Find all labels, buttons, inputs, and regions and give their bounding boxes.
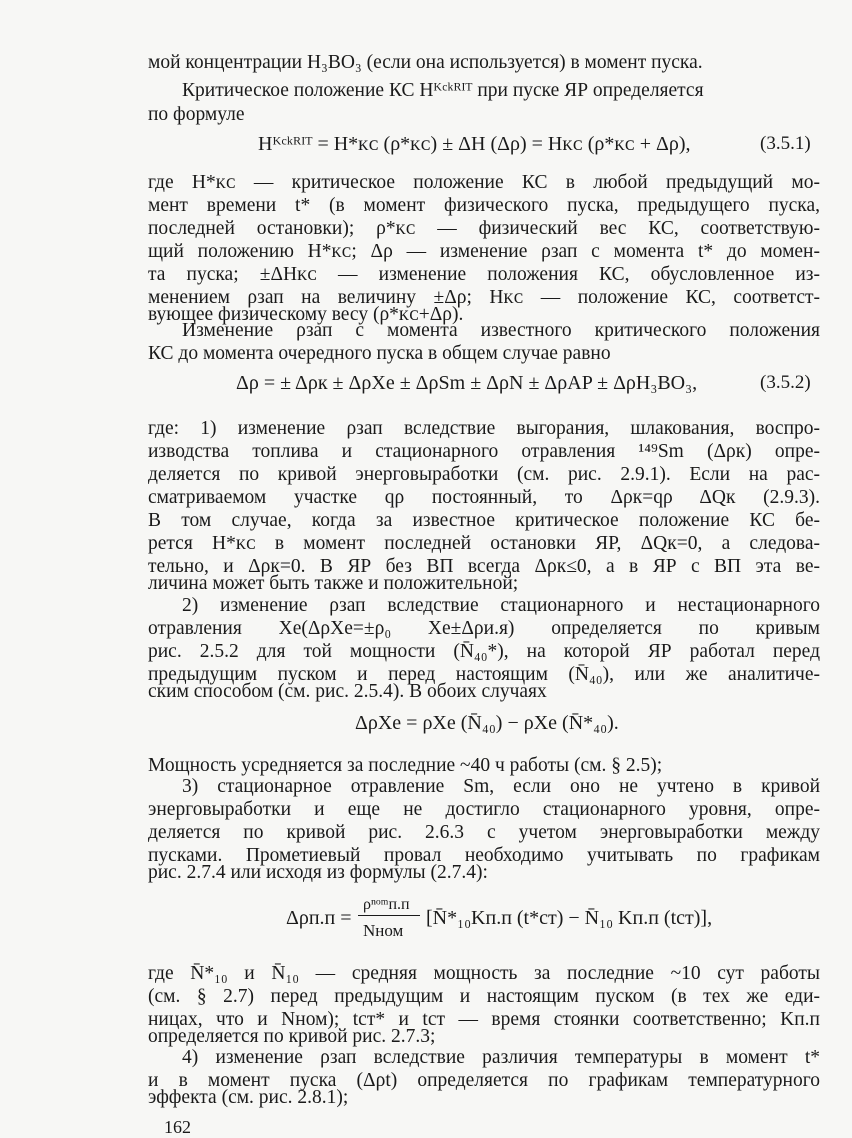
formula-pm-numerator: ρⁿᵒᵐп.п <box>363 896 410 913</box>
fraction-bar <box>358 915 420 916</box>
formula-pm-rhs: [N̄*₁₀Kп.п (t*ст) − N̄₁₀ Kп.п (tст)], <box>426 907 713 929</box>
formula-xe: ΔρXe = ρXe (N̄₄₀) − ρXe (N̄*₄₀). <box>355 712 619 734</box>
text-line: личина может быть также и положительной; <box>148 573 519 594</box>
text-line: деляется по кривой рис. 2.6.3 с учетом энерговыработки между <box>148 822 820 843</box>
text-line: КС до момента очередного пуска в общем случае равно <box>148 343 611 364</box>
formula-3-5-2: Δρ = ± Δρк ± ΔρXe ± ΔρSm ± ΔρN ± ΔρAP ± ΔρH₃BO₃, <box>236 372 698 394</box>
formula-3-5-1: Hᴷᶜᵏᴿᴵᵀ = H*ᴋᴄ (ρ*ᴋᴄ) ± ΔH (Δρ) = Hᴋᴄ (ρ*ᴋᴄ + Δρ), <box>258 133 691 155</box>
text-line: (см. § 2.7) перед предыдущим и настоящим пуском (в тех же еди- <box>148 986 820 1007</box>
text-line: определяется по кривой рис. 2.7.3; <box>148 1026 436 1047</box>
text-line: где H*ᴋᴄ — критическое положение КС в любой предыдущий мо- <box>148 172 820 193</box>
text-line: менением ρзап на величину ±Δρ; Hᴋᴄ — положение КС, соответст- <box>148 287 820 308</box>
text-line: рис. 2.7.4 или исходя из формулы (2.7.4): <box>148 862 488 883</box>
text-line: предыдущим пуском и перед настоящим (N̄₄₀), или же аналитиче- <box>148 664 820 685</box>
text-line: энерговыработки и еще не достигло стационарного уровня, опре- <box>148 799 820 820</box>
text-line: 3) стационарное отравление Sm, если оно не учтено в кривой <box>182 776 820 797</box>
text-line: мент времени t* (в момент физического пуска, предыдущего пуска, <box>148 195 820 216</box>
text-line: изводства топлива и стационарного отравления ¹⁴⁹Sm (Δρк) опре- <box>148 441 820 462</box>
text-line: щий положению H*ᴋᴄ; Δρ — изменение ρзап с момента t* до момен- <box>148 241 820 262</box>
equation-number: (3.5.2) <box>760 372 811 393</box>
text-line: рется H*ᴋᴄ в момент последней остановки ЯР, ΔQк=0, а следова- <box>148 533 820 554</box>
text-line: эффекта (см. рис. 2.8.1); <box>148 1087 349 1108</box>
equation-number: (3.5.1) <box>760 133 811 154</box>
text-line: по формуле <box>148 104 245 125</box>
text-line: вующее физическому весу (ρ*ᴋᴄ+Δρ). <box>148 304 464 325</box>
text-line: ницах, что и Nном); tст* и tст — время стоянки соответственно; Kп.п <box>148 1009 820 1030</box>
page-number: 162 <box>164 1117 191 1137</box>
formula-pm-lhs: Δρп.п = <box>286 907 352 929</box>
text-line: 2) изменение ρзап вследствие стационарного и нестационарного <box>182 595 820 616</box>
formula-pm-denominator: Nном <box>363 921 404 940</box>
text-line: ским способом (см. рис. 2.5.4). В обоих случаях <box>148 681 547 702</box>
text-line: Изменение ρзап с момента известного критического положения <box>182 320 820 341</box>
text-line: тельно, и Δρк=0. В ЯР без ВП всегда Δρк≤0, а в ЯР с ВП эта ве- <box>148 556 820 577</box>
text-line: мой концентрации H₃BO₃ (если она используется) в момент пуска. <box>148 52 703 73</box>
text-line: 4) изменение ρзап вследствие различия температуры в момент t* <box>182 1047 820 1068</box>
text-line: пусками. Прометиевый провал необходимо учитывать по графикам <box>148 845 820 866</box>
text-line: В том случае, когда за известное критическое положение КС бе- <box>148 510 820 531</box>
text-line: и в момент пуска (Δρt) определяется по графикам температурного <box>148 1070 820 1091</box>
text-line: деляется по кривой энерговыработки (см. рис. 2.9.1). Если на рас- <box>148 464 820 485</box>
text-line: где: 1) изменение ρзап вследствие выгорания, шлакования, воспро- <box>148 418 820 439</box>
text-line: Мощность усредняется за последние ~40 ч работы (см. § 2.5); <box>148 755 663 776</box>
text-line: отравления Xe(ΔρXe=±ρ₀ Xe±Δρи.я) определяется по кривым <box>148 618 820 639</box>
text-line: последней остановки); ρ*ᴋᴄ — физический вес КС, соответствую- <box>148 218 820 239</box>
text-line: Критическое положение КС Hᴷᶜᵏᴿᴵᵀ при пуске ЯР определяется <box>182 80 704 101</box>
text-line: та пуска; ±ΔHᴋᴄ — изменение положения КС, обусловленное из- <box>148 264 820 285</box>
text-line: сматриваемом участке qρ постоянный, то Δρк=qρ ΔQк (2.9.3). <box>148 487 820 508</box>
text-line: рис. 2.5.2 для той мощности (N̄₄₀*), на которой ЯР работал перед <box>148 641 820 662</box>
text-line: где N̄*₁₀ и N̄₁₀ — средняя мощность за последние ~10 сут работы <box>148 963 820 984</box>
